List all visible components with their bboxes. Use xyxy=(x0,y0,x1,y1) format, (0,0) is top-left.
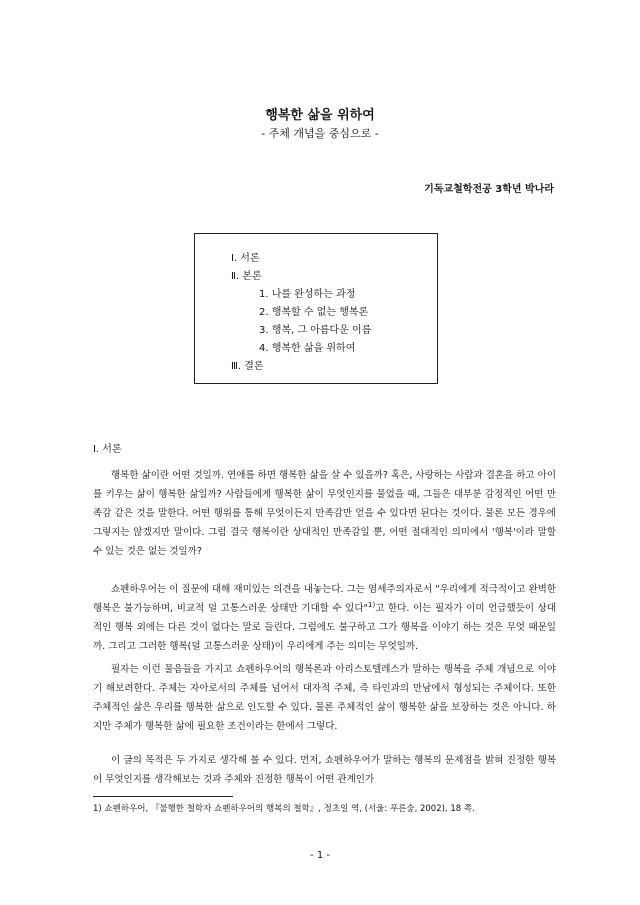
table-of-contents xyxy=(194,233,438,384)
toc-item: Ⅰ. 서론 xyxy=(231,253,260,264)
section-heading: Ⅰ. 서론 xyxy=(93,444,122,455)
author-line: 기독교철학전공 3학년 박나라 xyxy=(424,184,554,195)
body-paragraph xyxy=(93,580,556,656)
paragraph-text: 쇼펜하우어는 이 질문에 대해 재미있는 의견을 내놓는다. 그는 염세주의자로서 "우리에게 적극적이고 완벽한 행복은 불가능하며, 비교적 덜 고통스러운 상태만 기대할 수 있다" xyxy=(93,584,556,614)
footnote-divider xyxy=(93,796,233,797)
toc-item: Ⅲ. 결론 xyxy=(231,361,264,372)
footnote-marker: 1) xyxy=(368,600,376,609)
toc-item: 4. 행복한 삶을 위하여 xyxy=(259,343,356,354)
page-subtitle: - 주체 개념을 중심으로 - xyxy=(261,127,379,140)
body-paragraph: 필자는 이런 물음들을 가지고 쇼펜하우어의 행복론과 아리스토텔레스가 말하는 행복을 주체 개념으로 이야기 해보려한다. 주체는 자아로서의 주체를 넘어서 대자적 주체, 즉 타인과의 만남에서 형성되는 주체이다. 또한 주체적인 삶은 우리를 행복한 삶으로 인도할 수 있다. 물론 주체적인 삶이 행복한 삶을 보장하는 것은 아니다. 하지만 주체가 행복한 삶에 필요한 조건이라는 한에서 그렇다. xyxy=(93,664,556,732)
toc-item: Ⅱ. 본론 xyxy=(231,271,262,282)
body-paragraph: 행복한 삶이란 어떤 것일까. 연애를 하면 행복한 삶을 살 수 있을까? 혹은, 사랑하는 사람과 결혼을 하고 아이를 키우는 삶이 행복한 삶일까? 사람들에게 행복한 삶이 무엇인지를 물었을 때, 그들은 대부분 감정적인 어떤 만족감 같은 것을 말한다. 어떤 행위를 통해 무엇이든지 만족감만 얻을 수 있다면 된다는 것이다. 물론 모든 경우에 그렇지는 않겠지만 말이다. 그럼 결국 행복이란 상대적인 만족감일 뿐, 어떤 절대적인 의미에서 '행복'이라 말할 수 있는 것은 없는 것일까? xyxy=(93,470,556,557)
toc-item: 1. 나를 완성하는 과정 xyxy=(259,289,356,300)
body-paragraph: 이 글의 목적은 두 가지로 생각해 볼 수 있다. 먼저, 쇼펜하우어가 말하는 행복의 문제점을 밝혀 진정한 행복이 무엇인지를 생각해보는 것과 주체와 진정한 행복이 어떤 관계인가 xyxy=(93,755,556,785)
page-title: 행복한 삶을 위하여 xyxy=(265,108,375,123)
toc-item: 2. 행복할 수 없는 행복론 xyxy=(259,307,369,318)
paragraph-text: 고 한다. 이는 필자가 이미 언급했듯이 상대적인 행복 외에는 다른 것이 없다는 말로 들린다. 그럼에도 불구하고 그가 행복을 이야기 하는 것은 무엇 때문일까. 그리고 그러한 행복(덜 고통스러운 상태)이 우리에게 주는 의미는 무엇일까. xyxy=(93,603,556,652)
toc-item: 3. 행복, 그 아름다운 이름 xyxy=(259,325,372,336)
footnote: 1) 쇼펜하우어, 『불행한 철학자 쇼펜하우어의 행복의 철학』, 정초일 역, (서울: 푸른숲, 2002), 18 쪽. xyxy=(93,804,475,814)
page-number: - 1 - xyxy=(310,850,330,861)
